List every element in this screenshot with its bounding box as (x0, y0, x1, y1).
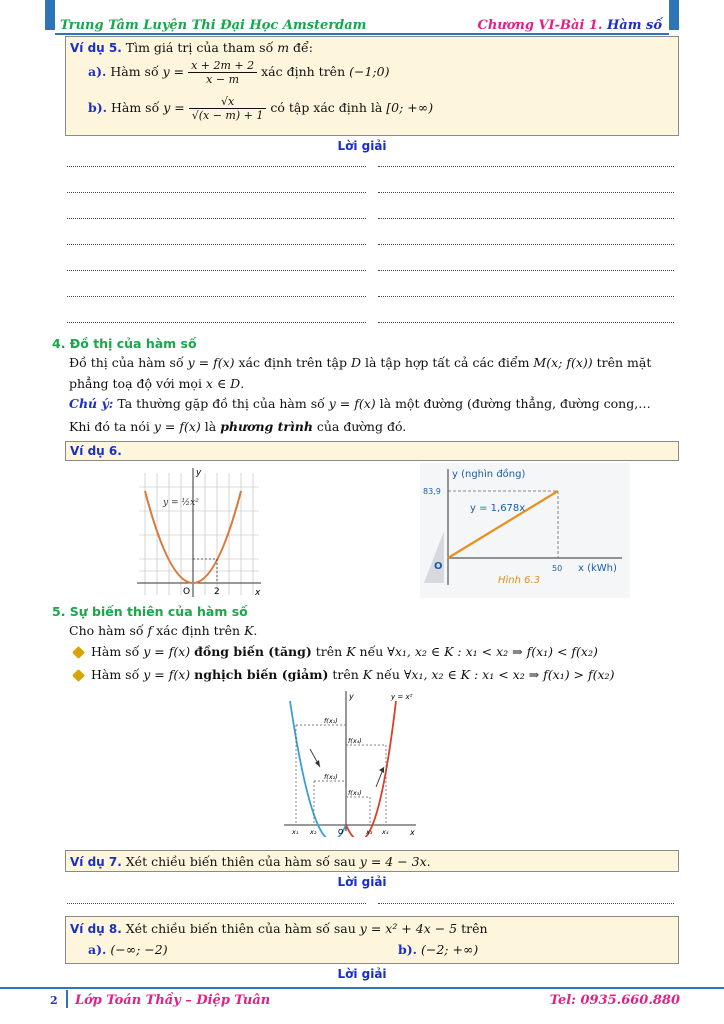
s5-text: . (253, 623, 258, 638)
g3-increasing-branch (346, 701, 396, 837)
answer-line (378, 166, 674, 167)
part-a-pre: Hàm số (106, 64, 163, 79)
s5-text: nếu (372, 667, 404, 682)
answer-line (67, 296, 366, 297)
monotonic-graph (280, 687, 420, 837)
answer-line (378, 296, 674, 297)
example-8-part-b (398, 942, 478, 957)
g2-y-label: y (nghìn đồng) (452, 469, 526, 480)
part-a-denominator: x − m (206, 73, 240, 86)
answer-line (67, 192, 366, 193)
parabola-graph (135, 463, 265, 603)
example-5-statement (70, 40, 313, 55)
section-5-intro (69, 623, 257, 638)
part-a-post: xác định trên (261, 64, 350, 79)
g2-y-value: 83,9 (423, 487, 441, 496)
answer-line (378, 192, 674, 193)
s5-text: xác định trên (152, 623, 245, 638)
s4-text: trên mặt (592, 355, 652, 370)
example-7-end: . (426, 854, 431, 869)
g3-x-label: x (410, 828, 415, 837)
g3-x1: x₁ (292, 828, 299, 836)
s4-text: phẳng toạ độ với mọi (69, 376, 206, 391)
header-chapter-c: Hàm số (602, 18, 662, 33)
part-b-post: có tập xác định là (270, 100, 387, 115)
part-b-lhs: y = (163, 100, 185, 115)
example-8-text2: trên (457, 921, 488, 936)
increasing-term: đồng biến (tăng) (194, 644, 312, 659)
example-5-param: m (277, 40, 290, 55)
s4-math: M(x; f(x)) (533, 355, 593, 370)
section-4-paragraph-2 (69, 376, 244, 391)
g1-x-label: x (255, 588, 261, 598)
section-5-title: 5. Sự biến thiên của hàm số (52, 604, 248, 619)
s5-math: K (244, 623, 254, 638)
g3-y-label: y (349, 692, 354, 701)
solution-heading-5: Lời giải (337, 139, 387, 153)
header-right-bar (669, 0, 679, 30)
header-left-bar (45, 0, 55, 30)
g1-origin: O (183, 587, 191, 597)
example-8-statement (70, 921, 488, 936)
g2-x-label: x (kWh) (578, 563, 617, 574)
answer-line (67, 322, 366, 323)
s4-text: xác định trên tập (234, 355, 351, 370)
footer-separator (66, 990, 68, 1008)
header-chapter-b: Bài 1. (560, 18, 603, 33)
section-5-decreasing (74, 667, 614, 682)
ex8-part-b-set: (−2; +∞) (421, 942, 479, 957)
g3-fx3: f(x₃) (348, 789, 362, 797)
part-b-set: [0; +∞) (386, 100, 434, 115)
part-a-numerator: x + 2m + 2 (188, 59, 257, 73)
example-8-part-a (88, 942, 168, 957)
section-4-paragraph-3 (69, 419, 406, 434)
s4-text: của đường đó. (312, 419, 407, 434)
answer-line (67, 166, 366, 167)
header-rule (55, 33, 669, 35)
footer-class-name: Lớp Toán Thầy – Diệp Tuân (75, 993, 271, 1008)
example-8-text: Xét chiều biến thiên của hàm số sau (121, 921, 360, 936)
s4-text: là (200, 419, 221, 434)
g1-tick-2: 2 (214, 587, 220, 597)
g3-function-label: y = x² (391, 693, 413, 701)
part-a-label: a). (88, 64, 107, 79)
s4-text: là tập hợp tất cả các điểm (360, 355, 534, 370)
s5-text: Hàm số (91, 644, 144, 659)
g1-y-label: y (196, 468, 202, 478)
s4-text: Ta thường gặp đồ thị của hàm số (113, 396, 329, 411)
g3-x3: x₃ (366, 828, 373, 836)
g3-fx1: f(x₁) (324, 717, 338, 725)
s5-math: y = f(x) (143, 644, 191, 659)
s4-math: y = f(x) (153, 419, 201, 434)
s5-text: Cho hàm số (69, 623, 148, 638)
s4-math: y = f(x) (187, 355, 235, 370)
header-center-name: Trung Tâm Luyện Thi Đại Học Amsterdam (60, 18, 367, 33)
ex8-part-b-label: b). (398, 942, 418, 957)
example-7-box (65, 850, 679, 872)
solution-heading-8: Lời giải (337, 967, 387, 981)
footer-phone: Tel: 0935.660.880 (549, 993, 680, 1008)
s4-math: D (350, 355, 361, 370)
example-8-box (65, 916, 679, 964)
s5-text: nếu (355, 644, 388, 659)
s4-math: y = f(x) (328, 396, 376, 411)
g3-fx4: f(x₄) (348, 737, 362, 745)
electricity-cost-graph (420, 463, 630, 598)
example-5-box (65, 36, 679, 136)
section-4-title: 4. Đồ thị của hàm số (52, 336, 197, 351)
example-5-title: Ví dụ 5. (70, 41, 122, 55)
example-7-title: Ví dụ 7. (70, 855, 122, 869)
g2-function-label: y = 1,678x (470, 503, 526, 514)
example-7-function: y = 4 − 3x (359, 854, 427, 869)
example-5-part-a (88, 59, 389, 86)
example-7-text: Xét chiều biến thiên của hàm số sau (121, 854, 360, 869)
example-8-title: Ví dụ 8. (70, 922, 122, 936)
section-5-increasing (74, 644, 598, 659)
note-label: Chú ý: (69, 396, 114, 411)
answer-line (378, 903, 674, 904)
decreasing-condition: ∀x₁, x₂ ∈ K : x₁ < x₂ ⇒ f(x₁) > f(x₂) (403, 667, 615, 682)
answer-line (378, 218, 674, 219)
g1-function-label: y = ½x² (163, 498, 199, 508)
g2-origin: O (434, 561, 443, 572)
part-a-fraction (188, 59, 257, 86)
answer-line (67, 218, 366, 219)
s5-math: f (147, 623, 153, 638)
s4-text: Khi đó ta nói (69, 419, 154, 434)
part-b-label: b). (88, 100, 108, 115)
s5-text: trên (311, 644, 347, 659)
s5-text: Hàm số (91, 667, 144, 682)
g3-x4: x₄ (382, 828, 389, 836)
part-b-pre: Hàm số (107, 100, 164, 115)
s5-text: trên (328, 667, 363, 682)
ex8-part-a-set: (−∞; −2) (110, 942, 168, 957)
diamond-bullet-icon (72, 646, 85, 659)
s5-math: K (362, 667, 373, 682)
s4-emph: phương trình (220, 419, 313, 434)
s5-math: K (346, 644, 356, 659)
answer-line (378, 270, 674, 271)
part-b-fraction (189, 95, 267, 122)
example-6-title: Ví dụ 6. (70, 444, 122, 458)
example-5-text: Tìm giá trị của tham số (121, 40, 278, 55)
example-8-function: y = x² + 4x − 5 (359, 921, 458, 936)
g3-origin: O (338, 828, 344, 836)
answer-line (67, 903, 366, 904)
example-5-part-b (88, 95, 433, 122)
example-5-text2: để: (289, 40, 313, 55)
s4-text: . (240, 376, 245, 391)
part-a-lhs: y = (162, 64, 185, 79)
part-a-set: (−1;0) (349, 64, 390, 79)
part-b-numerator: √x (189, 95, 267, 109)
decreasing-term: nghịch biến (giảm) (194, 667, 329, 682)
answer-line (67, 270, 366, 271)
example-7-statement (70, 854, 431, 869)
g3-fx2: f(x₂) (324, 773, 338, 781)
s5-math: y = f(x) (143, 667, 191, 682)
example-6-box (65, 441, 679, 461)
page-number: 2 (50, 994, 58, 1007)
g3-x2: x₂ (310, 828, 317, 836)
s4-text: Đồ thị của hàm số (69, 355, 188, 370)
part-b-denominator: √(x − m) + 1 (191, 109, 264, 122)
header-chapter-a: Chương VI- (477, 18, 561, 33)
section-4-paragraph-1 (69, 355, 679, 370)
increasing-condition: ∀x₁, x₂ ∈ K : x₁ < x₂ ⇒ f(x₁) < f(x₂) (387, 644, 598, 659)
s4-text: là một đường (đường thẳng, đường cong,… (375, 396, 651, 411)
solution-heading-7: Lời giải (337, 875, 387, 889)
diamond-bullet-icon (72, 669, 85, 682)
g2-x-value: 50 (552, 564, 563, 573)
ex8-part-a-label: a). (88, 942, 107, 957)
answer-line (378, 322, 674, 323)
g2-caption: Hình 6.3 (498, 575, 541, 586)
answer-line (378, 244, 674, 245)
s4-math: x ∈ D (205, 376, 241, 391)
header-chapter (477, 18, 662, 33)
answer-line (67, 244, 366, 245)
footer-rule (0, 987, 724, 989)
section-4-note (69, 396, 689, 411)
